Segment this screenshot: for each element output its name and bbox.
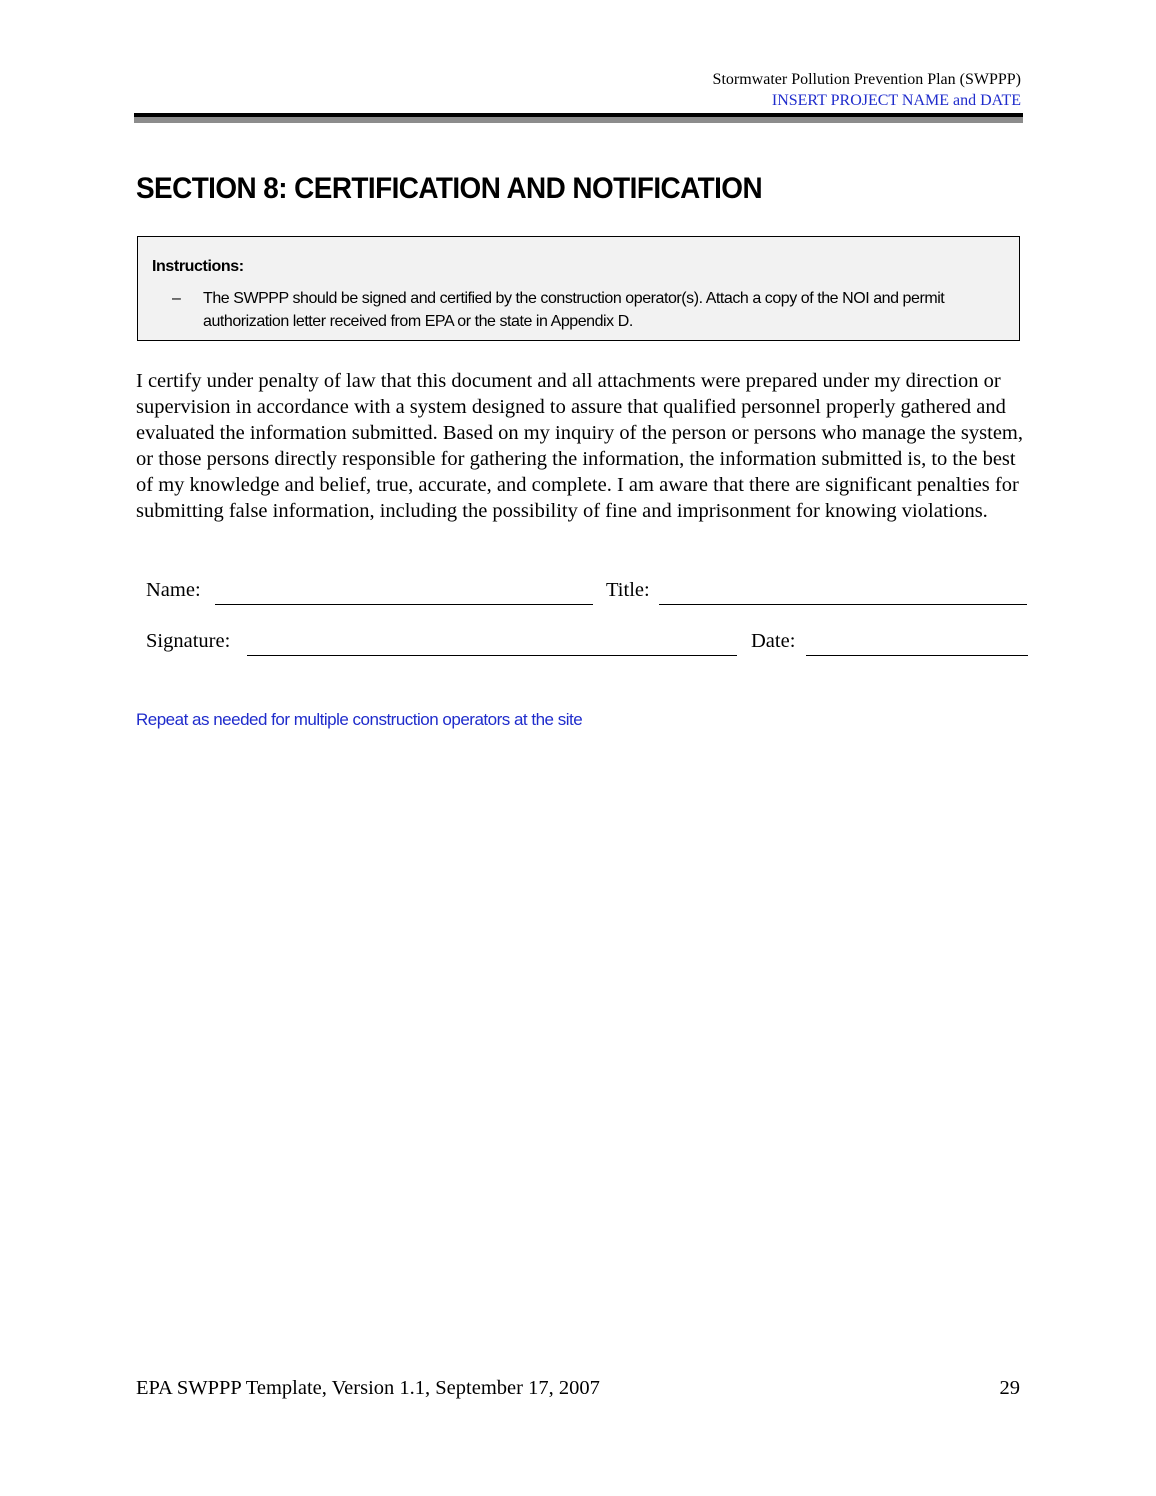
signature-label: Signature: <box>146 630 231 652</box>
instructions-text: The SWPPP should be signed and certified by the construction operator(s). Attach a copy of the NOI and permit authorization letter received from EPA or the state in Appendix D. <box>203 290 945 330</box>
date-field[interactable] <box>806 655 1028 656</box>
date-label: Date: <box>751 630 796 652</box>
certification-statement: I certify under penalty of law that this document and all attachments were prepared under my direction or supervision in accordance with a system designed to assure that qualified personnel properly gathered and evaluated the information submitted. Based on my inquiry of the person or persons who manage the system, or those persons directly responsible for gathering the information, the information submitted is, to the best of my knowledge and belief, true, accurate, and complete. I am aware that there are significant penalties for submitting false information, including the possibility of fine and imprisonment for knowing violations. <box>136 370 1024 522</box>
name-field[interactable] <box>215 604 593 605</box>
name-label: Name: <box>146 579 201 601</box>
page-header <box>135 69 1021 111</box>
section-title: SECTION 8: CERTIFICATION AND NOTIFICATION <box>136 172 763 205</box>
title-field[interactable] <box>659 604 1027 605</box>
dash-bullet-icon: – <box>172 290 181 307</box>
page-number: 29 <box>999 1377 1020 1399</box>
header-rule-shadow <box>134 117 1023 123</box>
instructions-heading: Instructions: <box>152 258 244 275</box>
footer-template-info: EPA SWPPP Template, Version 1.1, September 17, 2007 <box>136 1377 600 1399</box>
repeat-note: Repeat as needed for multiple construction operators at the site <box>136 710 583 729</box>
title-label: Title: <box>606 579 650 601</box>
project-placeholder: INSERT PROJECT NAME and DATE <box>771 92 1021 109</box>
instructions-box <box>137 236 1020 341</box>
plan-title: Stormwater Pollution Prevention Plan (SWPPP) <box>712 71 1021 88</box>
signature-field[interactable] <box>247 655 737 656</box>
